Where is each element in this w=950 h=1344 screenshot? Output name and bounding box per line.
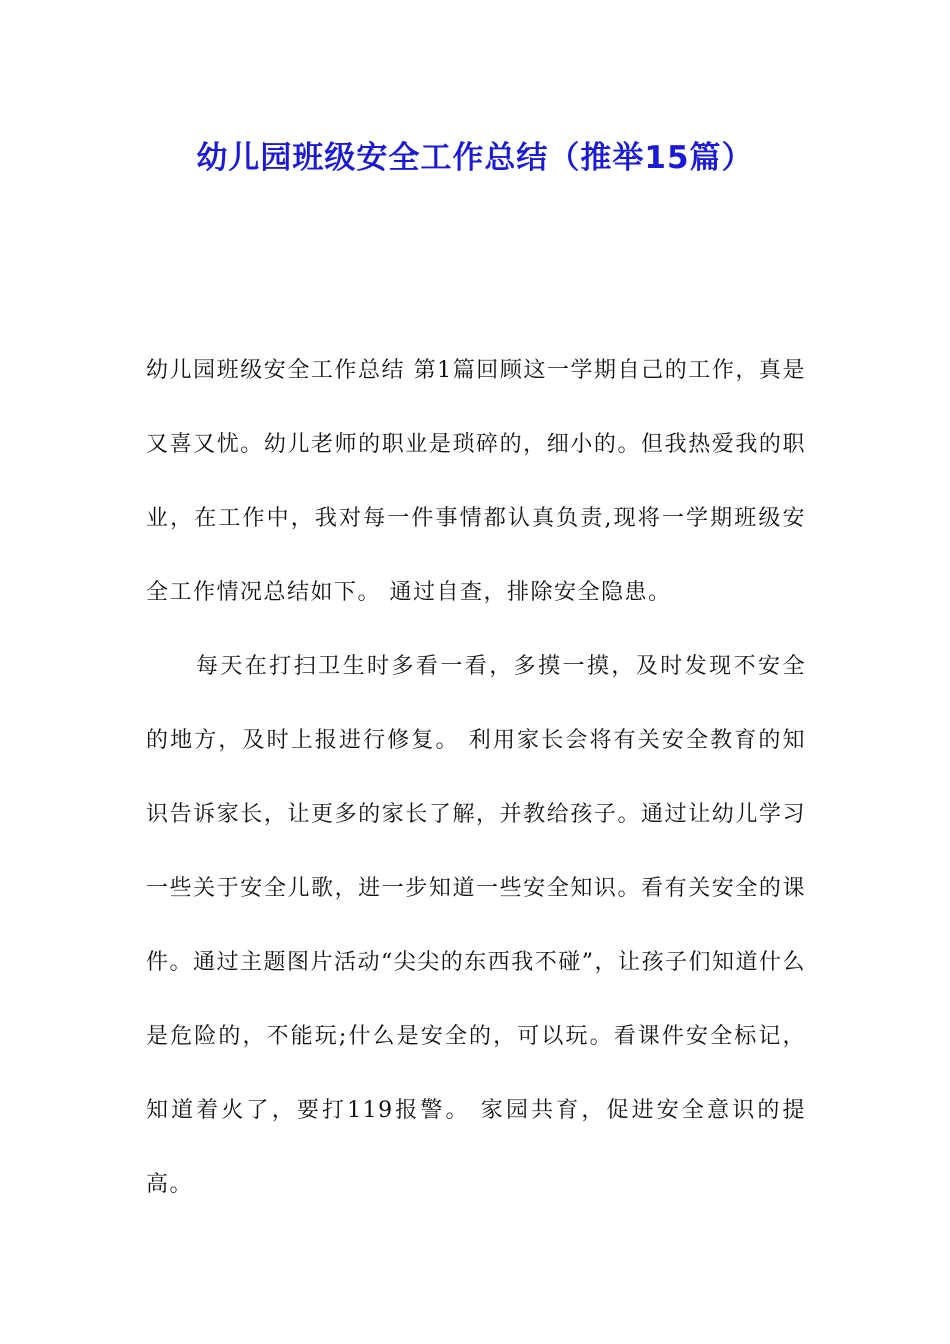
- paragraph-1: [146, 334, 806, 630]
- document-title: 幼儿园班级安全工作总结（推举15篇）: [196, 140, 754, 176]
- paragraph-1-text: 回顾这一学期自己的工作，真是又喜又忧。幼儿老师的职业是琐碎的，细小的。但我热爱我的职业，在工作中，我对每一件事情都认真负责,现将一学期班级安全工作情况总结如下。 通过自查，排除安全隐患。: [146, 358, 806, 605]
- document-body: [146, 334, 806, 1222]
- paragraph-2-text: 每天在打扫卫生时多看一看，多摸一摸，及时发现不安全的地方，及时上报进行修复。 利用家长会将有关安全教育的知识告诉家长，让更多的家长了解，并教给孩子。通过让幼儿学习一些关于安全儿歌，进一步知道一些安全知识。看有关安全的课件。通过主题图片活动“尖尖的东西我不碰”，让孩子们知道什么是危险的，不能玩;什么是安全的，可以玩。看课件安全标记，知道着火了，要打119报警。 家园共育，促进安全意识的提高。: [146, 654, 806, 1197]
- paragraph-2: [146, 630, 806, 1222]
- section-heading: 幼儿园班级安全工作总结 第1篇: [146, 358, 477, 383]
